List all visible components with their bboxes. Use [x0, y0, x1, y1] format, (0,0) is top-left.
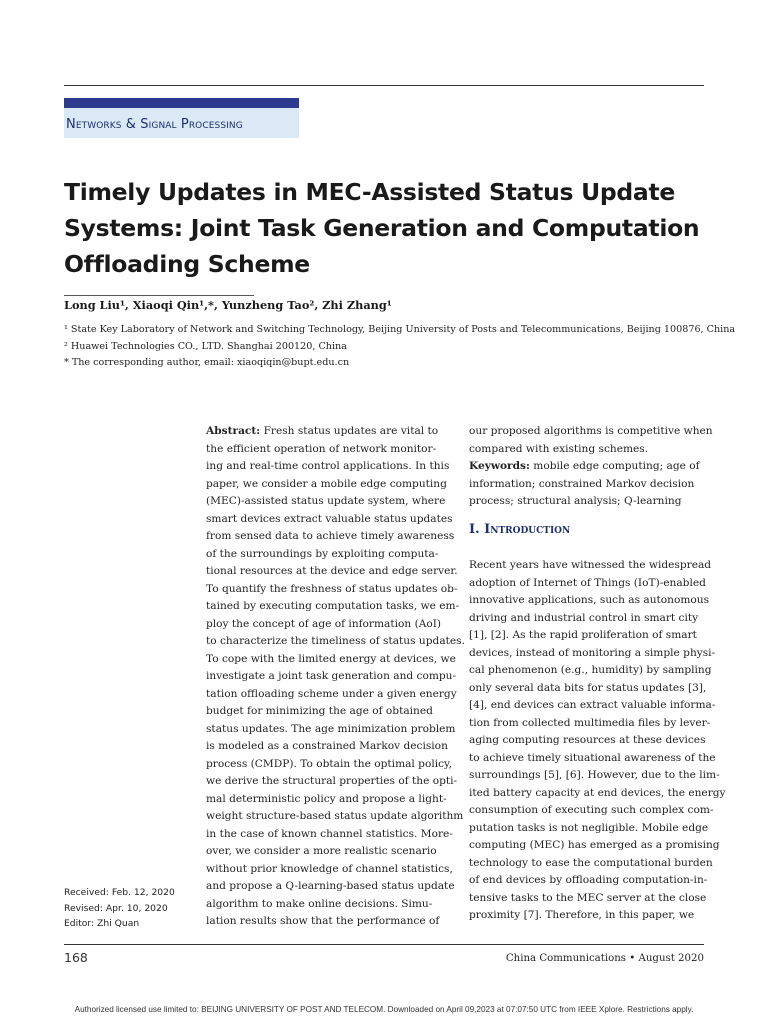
intro-line: proximity [7]. Therefore, in this paper, we	[469, 909, 695, 921]
abstract-line: tional resources at the device and edge server.	[206, 565, 458, 577]
abstract	[206, 423, 465, 931]
abstract-line: Fresh status updates are vital to	[263, 425, 439, 437]
section-label	[64, 108, 299, 138]
intro-line: [4], end devices can extract valuable informa-	[469, 699, 716, 711]
abstract-line: To quantify the freshness of status updates ob-	[206, 582, 458, 595]
intro-line: ited battery capacity at end devices, the energy	[469, 786, 726, 799]
introduction-body	[469, 557, 726, 925]
intro-line: putation tasks is not negligible. Mobile edge	[469, 821, 709, 834]
section-bar	[64, 98, 299, 108]
abstract-line: ploy the concept of age of information (AoI)	[206, 617, 442, 630]
abstract-line: we derive the structural properties of the opti-	[206, 775, 458, 787]
intro-line: tensive tasks to the MEC server at the close	[469, 891, 707, 904]
affiliation-1: ¹ State Key Laboratory of Network and Switching Technology, Beijing University of Posts and Telecommunications, Beijing 100876, China	[64, 324, 736, 335]
intro-line: cal phenomenon (e.g., humidity) by sampling	[469, 664, 712, 676]
intro-line: technology to ease the computational burden	[469, 856, 713, 869]
abstract-line: algorithm to make online decisions. Simu-	[206, 897, 433, 910]
abstract-line: our proposed algorithms is competitive when	[469, 425, 713, 437]
keywords-line: information; constrained Markov decision	[469, 477, 695, 490]
top-rule	[64, 85, 704, 86]
abstract-line: tained by executing computation tasks, we em-	[206, 600, 460, 612]
intro-line: only several data bits for status updates [3],	[469, 681, 707, 694]
intro-line: surroundings [5], [6]. However, due to the lim-	[469, 769, 720, 781]
intro-line: devices, instead of monitoring a simple physi-	[469, 646, 716, 659]
intro-line: innovative applications, such as autonomous	[469, 594, 710, 606]
keywords-line: process; structural analysis; Q-learning	[469, 495, 682, 507]
abstract-line: paper, we consider a mobile edge computing	[206, 477, 447, 490]
abstract-line: without prior knowledge of channel statistics,	[206, 862, 453, 875]
section-heading-introduction: I. Introduction	[469, 522, 571, 537]
abstract-line: over, we consider a more realistic scenario	[206, 845, 437, 857]
journal-footer: China Communications • August 2020	[505, 953, 704, 964]
title-line: Timely Updates in MEC-Assisted Status Update	[64, 178, 676, 206]
intro-line: driving and industrial control in smart city	[469, 611, 699, 624]
authors-rule	[64, 295, 254, 296]
keywords-line: mobile edge computing; age of	[533, 460, 700, 472]
affiliation-2: ² Huawei Technologies CO., LTD. Shanghai 200120, China	[64, 341, 347, 352]
abstract-line: process (CMDP). To obtain the optimal policy,	[206, 757, 452, 770]
abstract-line: lation results show that the performance of	[206, 915, 440, 927]
title-line: Offloading Scheme	[64, 250, 310, 278]
intro-line: to achieve timely situational awareness of the	[469, 751, 716, 764]
title-line: Systems: Joint Task Generation and Computation	[64, 214, 700, 242]
abstract-line: to characterize the timeliness of status updates.	[206, 635, 465, 647]
abstract-line: compared with existing schemes.	[469, 442, 649, 455]
abstract-line: budget for minimizing the age of obtained	[206, 705, 433, 717]
license-notice: Authorized licensed use limited to: BEIJING UNIVERSITY OF POST AND TELECOM. Downloaded on April 09,2023 at 07:07:50 UTC from IEEE Xplore. Restrictions apply.	[74, 1005, 694, 1014]
editor: Editor: Zhi Quan	[64, 918, 140, 929]
corresponding-author: * The corresponding author, email: xiaoqiqin@bupt.edu.cn	[64, 357, 350, 368]
intro-line: adoption of Internet of Things (IoT)-enabled	[469, 576, 706, 589]
section-label-text: Networks & Signal Processing	[66, 117, 243, 132]
keywords-label: Keywords:	[469, 460, 530, 472]
abstract-line: (MEC)-assisted status update system, where	[206, 495, 446, 507]
intro-line: of end devices by offloading computation-in-	[469, 874, 708, 886]
abstract-line: of the surroundings by exploiting computa-	[206, 547, 439, 560]
intro-line: tion from collected multimedia files by lever-	[469, 716, 711, 729]
intro-line: Recent years have witnessed the widespread	[469, 559, 712, 571]
abstract-line: from sensed data to achieve timely awareness	[206, 530, 455, 542]
abstract-line: To cope with the limited energy at devices, we	[206, 652, 456, 665]
intro-line: computing (MEC) has emerged as a promising	[469, 839, 720, 851]
bottom-rule	[64, 944, 704, 945]
abstract-line: mal deterministic policy and propose a light-	[206, 792, 447, 805]
abstract-line: weight structure-based status update algorithm	[206, 810, 464, 822]
revised-date: Revised: Apr. 10, 2020	[64, 903, 168, 914]
author-list: Long Liu¹, Xiaoqi Qin¹,*, Yunzheng Tao², Zhi Zhang¹	[64, 298, 392, 312]
received-date: Received: Feb. 12, 2020	[64, 887, 175, 898]
intro-line: consumption of executing such complex com-	[469, 804, 714, 816]
abstract-line: smart devices extract valuable status updates	[206, 512, 453, 525]
paper-title	[64, 174, 704, 282]
abstract-line: the efficient operation of network monitor-	[206, 442, 437, 455]
abstract-label: Abstract:	[206, 425, 261, 437]
page-number: 168	[64, 950, 88, 965]
abstract-line: tation offloading scheme under a given energy	[206, 687, 457, 700]
abstract-line: in the case of known channel statistics. More-	[206, 827, 453, 840]
abstract-line: investigate a joint task generation and compu-	[206, 670, 457, 682]
intro-line: aging computing resources at these devices	[469, 734, 706, 746]
abstract-continuation	[469, 423, 713, 511]
abstract-line: and propose a Q-learning-based status update	[206, 880, 455, 892]
intro-line: [1], [2]. As the rapid proliferation of smart	[469, 629, 697, 641]
abstract-line: ing and real-time control applications. In this	[206, 460, 450, 472]
abstract-line: status updates. The age minimization problem	[206, 722, 456, 735]
abstract-line: is modeled as a constrained Markov decision	[206, 740, 448, 752]
